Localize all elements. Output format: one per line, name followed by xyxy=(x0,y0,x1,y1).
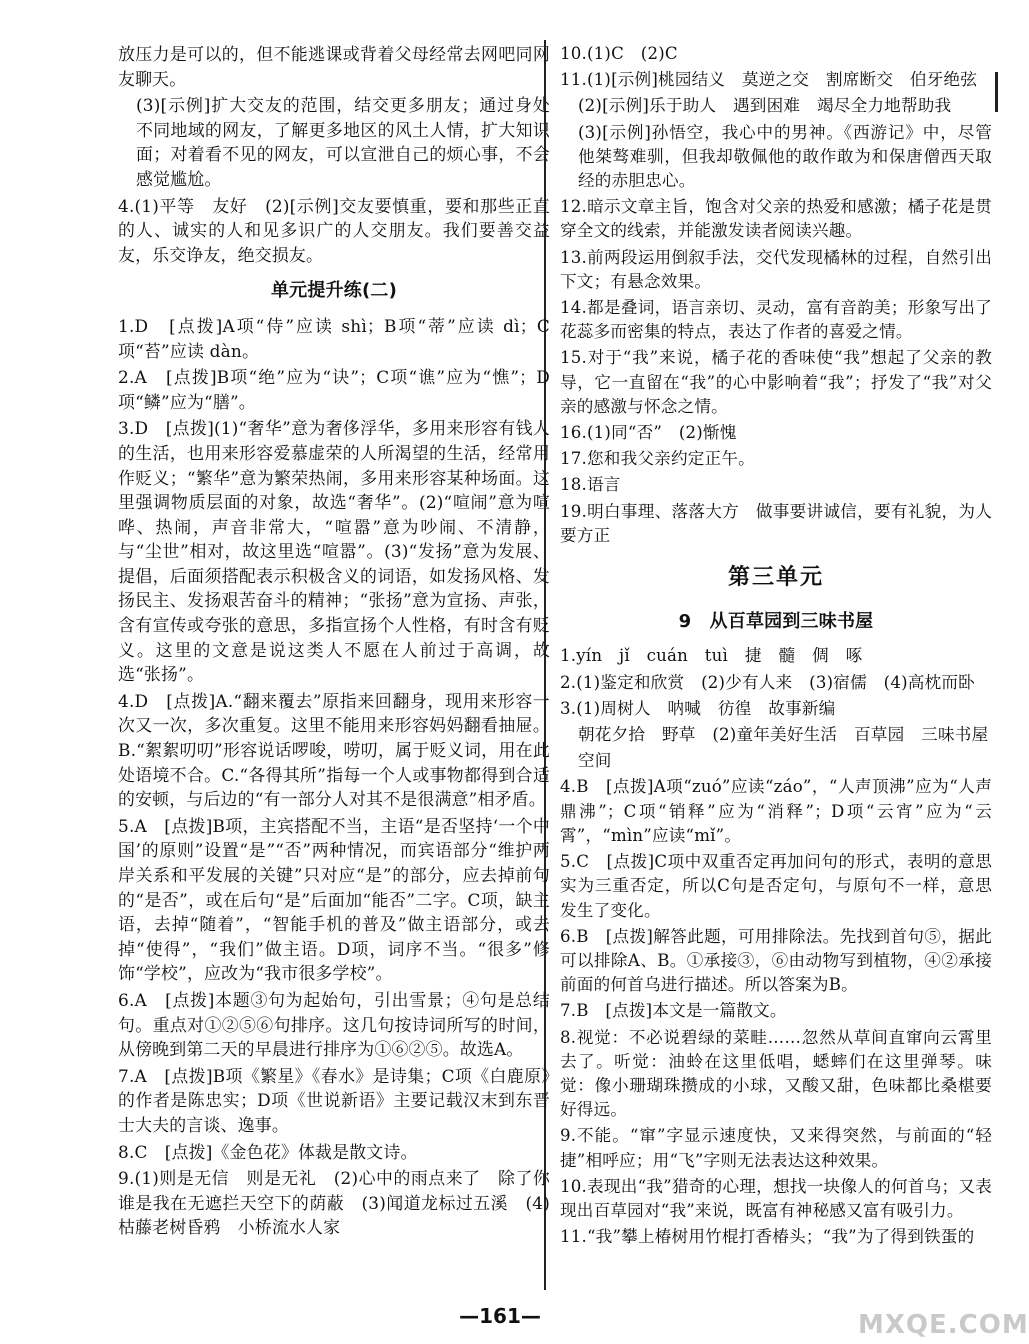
answer-item: 18.语言 xyxy=(560,475,621,495)
answer-item: 8.C [点拨]《金色花》体裁是散文诗。 xyxy=(118,1141,418,1162)
answer-item: 14.都是叠词，语言亲切、灵动，富有音韵美；形象写出了花蕊多而密集的特点，表达了作者的喜爱之情。 xyxy=(560,298,992,342)
answer-item: 11.(1)[示例]桃园结义 莫逆之交 割席断交 伯牙绝弦 xyxy=(560,70,978,90)
answer-item: 19.明白事理、落落大方 做事要讲诚信，要有礼貌，为人要方正 xyxy=(560,501,992,545)
answer-item: 7.A [点拨]B项《繁星》《春水》是诗集；C项《白鹿原》的作者是陈忠实；D项《世说新语》主要记载汉末到东晋士大夫的言谈、逸事。 xyxy=(118,1065,550,1135)
lesson-title: 9 从百草园到三味书屋 xyxy=(678,611,874,633)
answer-item: 9.不能。“窜”字显示速度快，又来得突然，与前面的“轻捷”相呼应；用“飞”字则无法表达这种效果。 xyxy=(560,1126,992,1170)
answer-item: (3)[示例]孙悟空，我心中的男神。《西游记》中，尽管他桀骜难驯，但我却敬佩他的敢作敢为和保唐僧西天取经的赤胆忠心。 xyxy=(578,122,992,191)
answer-item: 5.C [点拨]C项中双重否定再加问句的形式，表明的意思实为三重否定，所以C句是否定句，与原句不一样，意思发生了变化。 xyxy=(560,852,992,920)
answer-item: 2.A [点拨]B项“绝”应为“诀”；C项“谯”应为“憔”；D项“鳞”应为“膳”。 xyxy=(118,367,550,412)
answer-item: 17.您和我父亲约定正午。 xyxy=(560,449,755,469)
answer-item: 朝花夕拾 野草 (2)童年美好生活 百草园 三味书屋 xyxy=(578,725,989,745)
answer-item: 6.A [点拨]本题③句为起始句，引出雪景；④句是总结句。重点对①②⑤⑥句排序。这几句按诗词所写的时间，从傍晚到第二天的早晨进行排序为①⑥②⑤。故选A。 xyxy=(118,989,550,1060)
answer-item: 11.“我”攀上椿树用竹棍打香椿头；“我”为了得到铁蛋的 xyxy=(560,1227,975,1247)
answer-item: 1.D [点拨]A项“侍”应读 shì；B项“蒂”应读 dì；C项“苔”应读 dàn。 xyxy=(118,315,550,361)
answer-item: 空间 xyxy=(578,751,612,771)
section-title: 单元提升练(二) xyxy=(270,280,398,302)
answer-item: 6.B [点拨]解答此题，可用排除法。先找到首句⑤，据此可以排除A、B。①承接③，⑥由动物写到植物，④②承接前面的何首乌进行描述。所以答案为B。 xyxy=(560,926,992,995)
answer-item: 3.(1)周树人 呐喊 彷徨 故事新编 xyxy=(560,698,836,718)
answer-text: 4.(1)平等 友好 (2)[示例]交友要慎重，要和那些正直的人、诚实的人和见多识广的人交朋友。我们要善交益友，乐交诤友，绝交损友。 xyxy=(118,195,550,265)
answer-item: 12.暗示文章主旨，饱含对父亲的热爱和感激；橘子花是贯穿全文的线索，并能激发读者阅读兴趣。 xyxy=(560,197,992,241)
answer-item: 16.(1)同“否” (2)惭愧 xyxy=(560,423,737,443)
answer-item: 10.表现出“我”猎奇的心理，想找一块像人的何首乌；又表现出百草园对“我”来说，既富有神秘感又富有吸引力。 xyxy=(560,1176,992,1220)
left-column xyxy=(118,42,568,1242)
answer-item: 5.A [点拨]B项，主宾搭配不当，主语“是否坚持‘一个中国’的原则”设置“是”“否”两种情况，而宾语部分“维护两岸关系和平发展的关键”只对应“是”的部分，应去掉前句的“是否”，或在后句“是”后面加“能否”二字。C项，缺主语，去掉“随着”，“智能手机的普及”做主语部分，或去掉“使得”，“我们”做主语。D项，词序不当。“很多”修饰“学校”，应改为“我市很多学校”。 xyxy=(118,815,550,984)
answer-item: 2.(1)鉴定和欣赏 (2)少有人来 (3)宿儒 (4)高枕而卧 xyxy=(560,672,975,692)
answer-item: 4.D [点拨]A.“翻来覆去”原指来回翻身，现用来形容一次又一次，多次重复。这里不能用来形容妈妈翻看抽屉。B.“絮絮叨叨”形容说话啰唆，唠叨，属于贬义词，用在此处语境不合。C.“各得其所”指每一个人或事物都得到合适的安顿，与后边的“有一部分人对其不是很满意”相矛盾。 xyxy=(118,690,550,810)
answer-item: 10.(1)C (2)C xyxy=(560,44,678,63)
watermark-logo: MXQE.COM xyxy=(858,1310,1029,1340)
right-column xyxy=(560,42,992,1251)
answer-item: 7.B [点拨]本文是一篇散文。 xyxy=(560,1001,787,1021)
answer-item: 15.对于“我”来说，橘子花的香味使“我”想起了父亲的教导，它一直留在“我”的心中影响着“我”；抒发了“我”对父亲的感激与怀念之情。 xyxy=(560,348,992,416)
edge-mark xyxy=(995,72,998,112)
unit-title: 第三单元 xyxy=(727,565,824,591)
answer-item: 3.D [点拨](1)“奢华”意为奢侈浮华，多用来形容有钱人的生活，也用来形容爱慕虚荣的人所渴望的生活，经常用作贬义；“繁华”意为繁荣热闹，多用来形容某种场面。这里强调物质层面的对象，故选“奢华”。(2)“喧闹”意为喧哗、热闹，声音非常大，“喧嚣”意为吵闹、不清静，与“尘世”相对，故这里选“喧嚣”。(3)“发扬”意为发展、提倡，后面须搭配表示积极含义的词语，如发扬风格、发扬民主、发扬艰苦奋斗的精神；“张扬”意为宣扬、声张，含有宣传或夸张的意思，多指宣扬个人性格，有时含有贬义。这里的文意是说这类人不愿在人前过于高调，故选“张扬”。 xyxy=(118,418,550,685)
answer-item: 13.前两段运用倒叙手法，交代发现橘林的过程，自然引出下文；有悬念效果。 xyxy=(560,247,992,291)
answer-text: (3)[示例]扩大交友的范围，结交更多朋友；通过身处不同地域的网友，了解更多地区的风土人情，扩大知识面；对着看不见的网友，可以宣泄自己的烦心事，不会感觉尴尬。 xyxy=(136,95,550,189)
answer-text: 放压力是可以的，但不能逃课或背着父母经常去网吧同网友聊天。 xyxy=(118,44,550,89)
answer-item: (2)[示例]乐于助人 遇到困难 竭尽全力地帮助我 xyxy=(578,96,952,116)
answer-item: 4.B [点拨]A项“zuó”应读“záo”，“人声顶沸”应为“人声鼎沸”；C项“销释”应为“消释”；D项“云宵”应为“云霄”，“mìn”应读“mǐ”。 xyxy=(560,777,992,845)
answer-item: 8.视觉：不必说碧绿的菜畦……忽然从草间直窜向云霄里去了。听觉：油蛉在这里低唱，蟋蟀们在这里弹琴。味觉：像小珊瑚珠攒成的小球，又酸又甜，色味都比桑椹要好得远。 xyxy=(560,1027,992,1120)
answer-item: 1.yín jǐ cuán tuì 捷 髓 倜 啄 xyxy=(560,646,863,666)
page-number: —161— xyxy=(459,1304,541,1328)
answer-item: 9.(1)则是无信 则是无礼 (2)心中的雨点来了 除了你 谁是我在无遮拦天空下的荫蔽 (3)闻道龙标过五溪 (4)枯藤老树昏鸦 小桥流水人家 xyxy=(118,1168,568,1238)
